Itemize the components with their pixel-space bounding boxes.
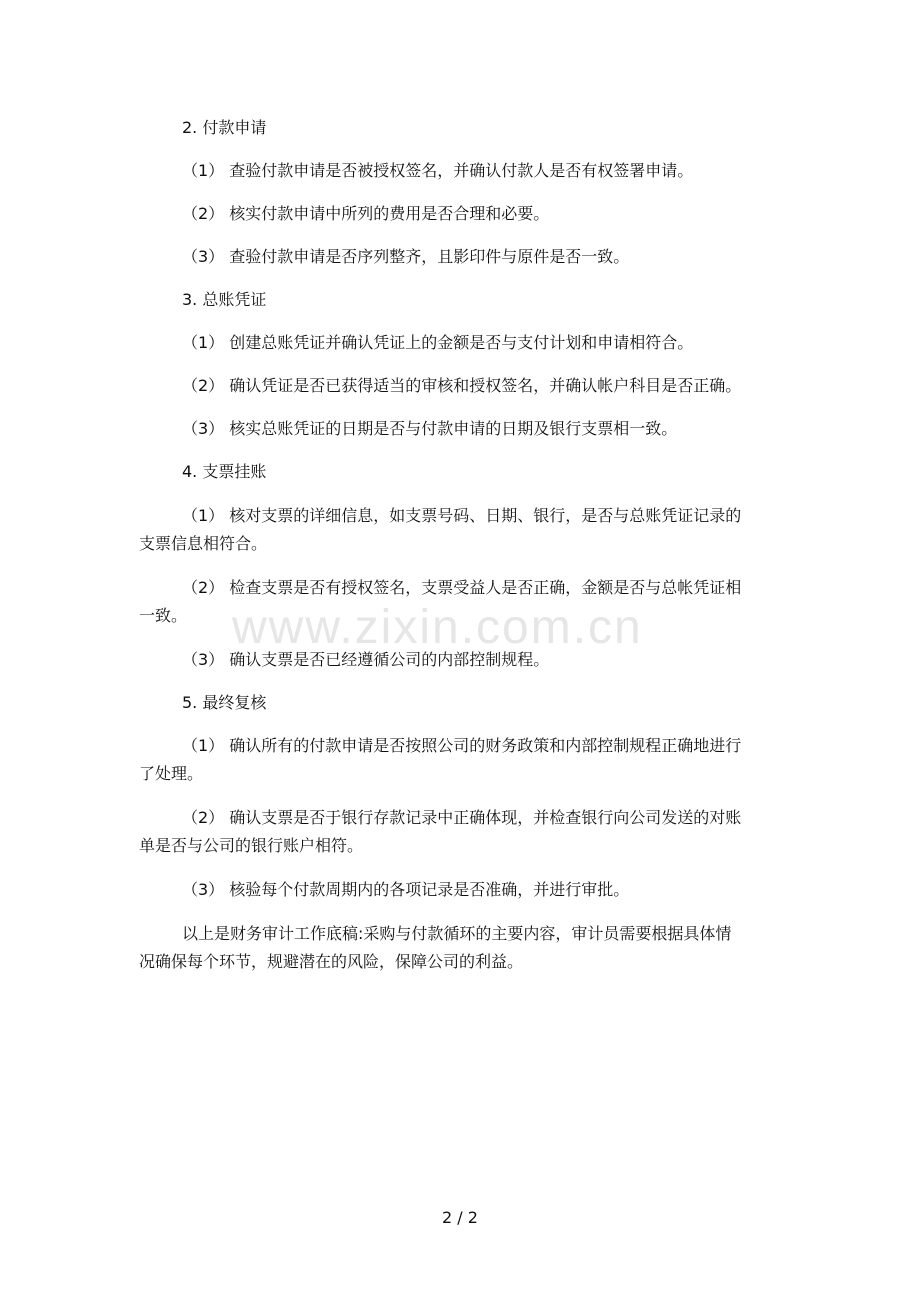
list-item-continuation: 支票信息相符合。 bbox=[139, 534, 268, 553]
list-item: （3） 核实总账凭证的日期是否与付款申请的日期及银行支票相一致。 bbox=[182, 419, 678, 438]
section-heading: 5. 最终复核 bbox=[182, 693, 267, 712]
list-item-continuation: 了处理。 bbox=[139, 764, 204, 783]
list-item-line: （2） 检查支票是否有授权签名，支票受益人是否正确，金额是否与总帐凭证相 bbox=[182, 578, 742, 597]
list-item-line: （1） 核对支票的详细信息，如支票号码、日期、银行，是否与总账凭证记录的 bbox=[182, 506, 742, 525]
list-item-line: （2） 确认支票是否于银行存款记录中正确体现，并检查银行向公司发送的对账 bbox=[182, 808, 742, 827]
conclusion-line: 以上是财务审计工作底稿:采购与付款循环的主要内容，审计员需要根据具体情 bbox=[182, 924, 732, 943]
watermark: www.zixin.com.cn bbox=[232, 601, 643, 654]
section-heading: 3. 总账凭证 bbox=[182, 290, 267, 309]
list-item-continuation: 一致。 bbox=[139, 606, 188, 625]
list-item: （2） 核实付款申请中所列的费用是否合理和必要。 bbox=[182, 204, 550, 223]
list-item: （3） 核验每个付款周期内的各项记录是否准确，并进行审批。 bbox=[182, 880, 630, 899]
page-number: 2 / 2 bbox=[442, 1208, 478, 1227]
list-item: （3） 查验付款申请是否序列整齐，且影印件与原件是否一致。 bbox=[182, 247, 630, 266]
list-item: （3） 确认支票是否已经遵循公司的内部控制规程。 bbox=[182, 650, 550, 669]
list-item-line: （1） 确认所有的付款申请是否按照公司的财务政策和内部控制规程正确地进行 bbox=[182, 736, 742, 755]
section-heading: 2. 付款申请 bbox=[182, 118, 267, 137]
list-item: （1） 创建总账凭证并确认凭证上的金额是否与支付计划和申请相符合。 bbox=[182, 333, 694, 352]
conclusion-continuation: 况确保每个环节，规避潜在的风险，保障公司的利益。 bbox=[139, 952, 524, 971]
list-item: （2） 确认凭证是否已获得适当的审核和授权签名，并确认帐户科目是否正确。 bbox=[182, 376, 742, 395]
list-item: （1） 查验付款申请是否被授权签名，并确认付款人是否有权签署申请。 bbox=[182, 161, 694, 180]
list-item-continuation: 单是否与公司的银行账户相符。 bbox=[139, 836, 364, 855]
section-heading: 4. 支票挂账 bbox=[182, 462, 267, 481]
